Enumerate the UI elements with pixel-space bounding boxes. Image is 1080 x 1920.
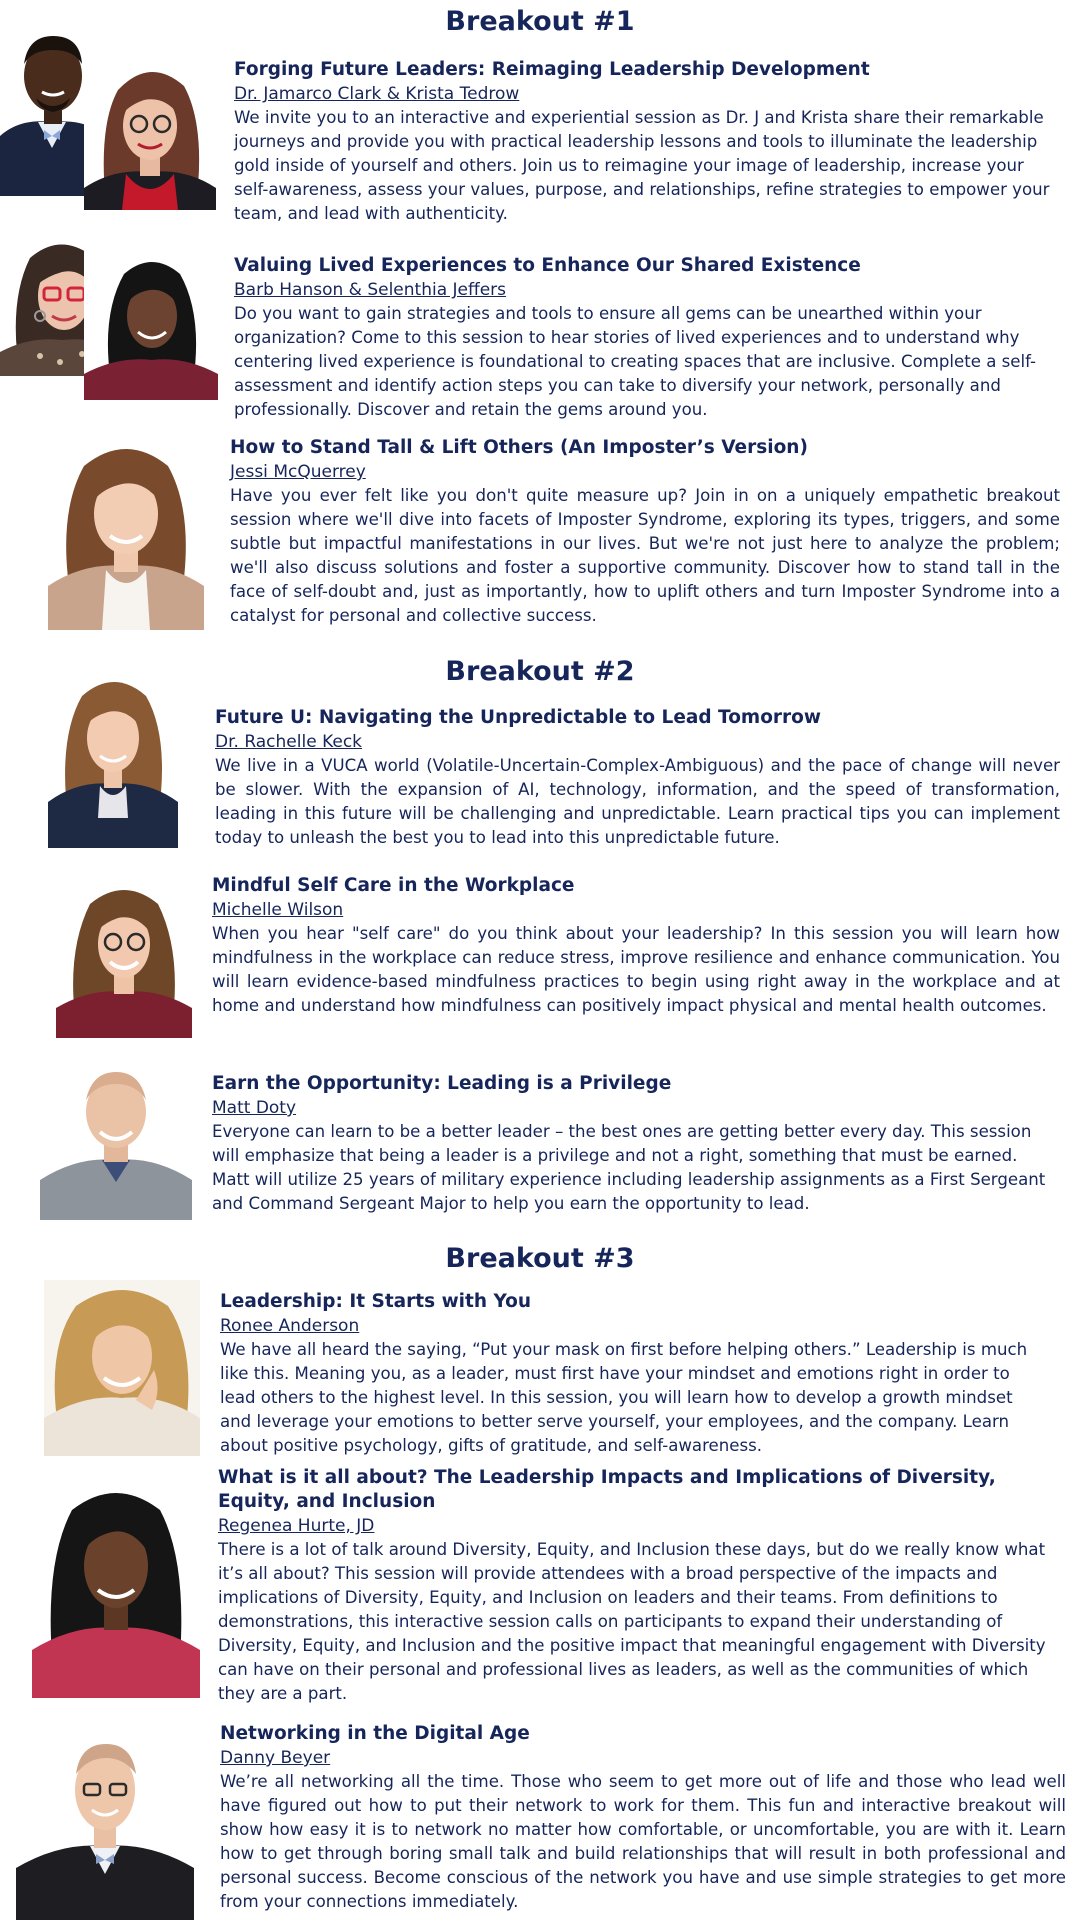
session-speakers[interactable]: Danny Beyer [220,1748,331,1768]
session-title: What is it all about? The Leadership Impacts and Implications of Diversity, Equity, and Inclusion [218,1467,996,1512]
session-speakers[interactable]: Jessi McQuerrey [230,462,366,482]
session-description: Have you ever felt like you don't quite measure up? Join in on a uniquely empathetic breakout session where we'll dive into facets of Imposter Syndrome, exploring its types, triggers, and some subtle but impactful manifestations in our lives. But we're not just here to analyze the problem; we'll also discuss solutions and foster a supportive community. Discover how to stand tall in the face of self-doubt and, just as importantly, how to uplift others and turn Imposter Syndrome into a catalyst for personal and collective success. [230,486,1060,625]
breakout-2-heading: Breakout #2 [445,656,635,687]
session-title: How to Stand Tall & Lift Others (An Imposter’s Version) [230,437,808,458]
speaker-photo-ronee-anderson [44,1280,200,1456]
session-title: Future U: Navigating the Unpredictable to Lead Tomorrow [215,707,821,728]
session-speakers[interactable]: Michelle Wilson [212,900,344,920]
session-description: We’re all networking all the time. Those who seem to get more out of life and those who lead well have figured out how to put their network to work for them. This fun and interactive breakout will show how easy it is to network no matter how comfortable, or uncomfortable, you are with it. Learn how to get through boring small talk and build relationships that will result in both professional and personal success. Become conscious of the network you have and use simple strategies to get more from your connections immediately. [220,1772,1066,1911]
session-stand-tall-lift-others [230,436,1060,628]
session-speakers[interactable]: Dr. Rachelle Keck [215,732,363,752]
speaker-photo-michelle-wilson [56,876,192,1038]
session-forging-future-leaders [234,58,1062,226]
session-description: When you hear "self care" do you think about your leadership? In this session you will learn how mindfulness in the workplace can reduce stress, improve resilience and enhance communication. You will learn evidence-based mindfulness practices to begin using right away in the workplace and at home and understand how mindfulness can positively impact physical and mental health outcomes. [212,924,1060,1015]
session-title: Valuing Lived Experiences to Enhance Our Shared Existence [234,255,861,276]
speaker-photo-krista-tedrow [84,56,216,210]
session-leadership-impacts-dei [218,1466,1060,1706]
session-leadership-starts-with-you [220,1290,1040,1458]
session-speakers[interactable]: Regenea Hurte, JD [218,1516,375,1536]
session-description: There is a lot of talk around Diversity, Equity, and Inclusion these days, but do we really know what it’s all about? This session will provide attendees with a broad perspective of the impacts and implications of Diversity, Equity, and Inclusion on leaders and their teams. From definitions to demonstrations, this interactive session calls on participants to expand their understanding of Diversity, Equity, and Inclusion and the positive impact that meaningful engagement with Diversity can have on their personal and professional lives as leaders, as well as the communities of which they are a part. [218,1540,1046,1703]
session-valuing-lived-experiences [234,254,1062,422]
session-networking-digital-age [220,1722,1066,1914]
session-description: Everyone can learn to be a better leader – the best ones are getting better every day. This session will emphasize that being a leader is a privilege and not a right, something that must be earned. Matt will utilize 25 years of military experience including leadership assignments as a First Sergeant and Command Sergeant Major to help you earn the opportunity to lead. [212,1122,1046,1213]
breakout-3-heading: Breakout #3 [445,1243,635,1274]
session-speakers[interactable]: Ronee Anderson [220,1316,360,1336]
session-mindful-self-care [212,874,1060,1018]
session-title: Networking in the Digital Age [220,1723,530,1744]
speaker-photo-rachelle-keck [48,668,178,848]
session-description: We live in a VUCA world (Volatile-Uncertain-Complex-Ambiguous) and the pace of change will never be slower. With the expansion of AI, technology, information, and the speed of transformation, leading in this future will be challenging and unpredictable. Learn practical tips you can implement today to unleash the best you to lead into this unpredictable future. [215,756,1060,847]
speaker-photo-regenea-hurte [32,1480,200,1698]
speaker-photo-danny-beyer [16,1724,194,1920]
speaker-photo-jessi-mcquerrey [48,436,204,630]
session-description: We invite you to an interactive and experiential session as Dr. J and Krista share their remarkable journeys and provide you with practical leadership lessons and tools to illuminate the leadership gold inside of yourself and others. Join us to reimagine your image of leadership, increase your self-awareness, assess your values, purpose, and relationships, refine strategies to empower your team, and lead with authenticity. [234,108,1050,223]
speaker-photo-matt-doty [40,1056,192,1220]
breakout-1-heading: Breakout #1 [445,6,635,37]
session-earn-the-opportunity [212,1072,1060,1216]
speaker-photo-selenthia-jeffers [84,250,218,400]
session-title: Earn the Opportunity: Leading is a Privilege [212,1073,672,1094]
session-title: Mindful Self Care in the Workplace [212,875,575,896]
session-title: Forging Future Leaders: Reimaging Leadership Development [234,59,870,80]
session-speakers[interactable]: Matt Doty [212,1098,297,1118]
session-speakers[interactable]: Barb Hanson & Selenthia Jeffers [234,280,507,300]
session-description: We have all heard the saying, “Put your mask on first before helping others.” Leadership is much like this. Meaning you, as a leader, must first have your mindset and emotions right in order to lead others to the highest level. In this session, you will learn how to develop a growth mindset and leverage your emotions to better serve yourself, your employees, and the company. Learn about positive psychology, gifts of gratitude, and self-awareness. [220,1340,1028,1455]
session-speakers[interactable]: Dr. Jamarco Clark & Krista Tedrow [234,84,520,104]
session-description: Do you want to gain strategies and tools to ensure all gems can be unearthed within your organization? Come to this session to hear stories of lived experiences and to understand why centering lived experience is foundational to creating spaces that are inclusive. Complete a self-assessment and identify action steps you can take to diversify your network, personally and professionally. Discover and retain the gems around you. [234,304,1037,419]
session-title: Leadership: It Starts with You [220,1291,532,1312]
session-future-u [215,706,1060,850]
